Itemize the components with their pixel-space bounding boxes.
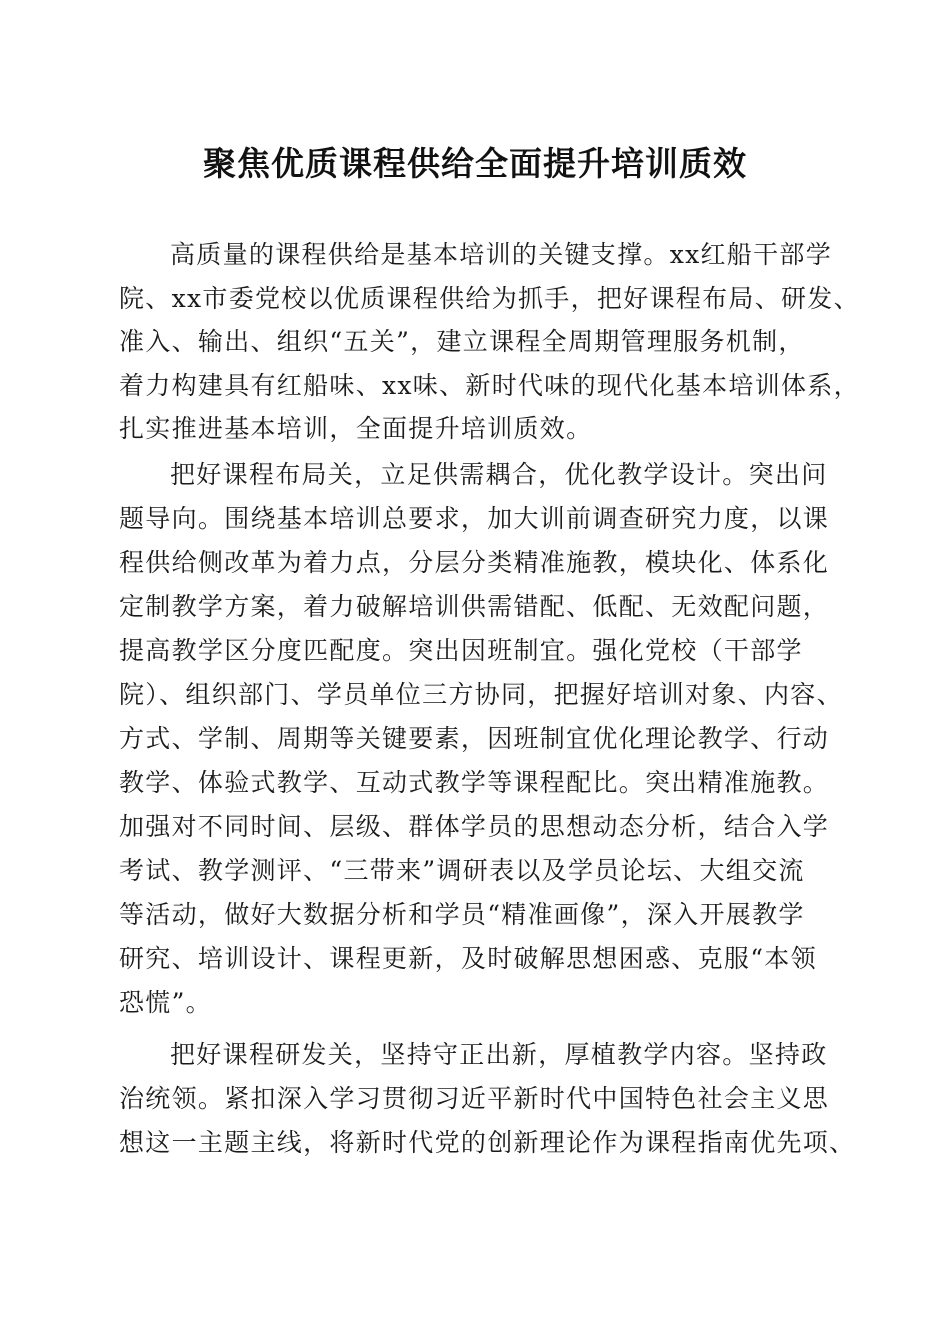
text-line: 着力构建具有红船味、xx味、新时代味的现代化基本培训体系， bbox=[119, 371, 860, 400]
text-line: 程供给侧改革为着力点，分层分类精准施教，模块化、体系化 bbox=[119, 548, 830, 577]
text-line: 想这一主题主线，将新时代党的创新理论作为课程指南优先项、 bbox=[119, 1128, 856, 1157]
text-line: 把好课程研发关，坚持守正出新，厚植教学内容。坚持政 bbox=[170, 1040, 828, 1069]
text-line: 把好课程布局关，立足供需耦合，优化教学设计。突出问 bbox=[170, 460, 828, 489]
text-line: 等活动，做好大数据分析和学员“精准画像”，深入开展教学 bbox=[119, 900, 805, 929]
text-line: 院）、组织部门、学员单位三方协同，把握好培训对象、内容、 bbox=[119, 680, 843, 709]
text-line: 定制教学方案，着力破解培训供需错配、低配、无效配问题， bbox=[119, 592, 830, 621]
text-line: 提高教学区分度匹配度。突出因班制宜。强化党校（干部学 bbox=[119, 636, 803, 665]
text-line: 考试、教学测评、“三带来”调研表以及学员论坛、大组交流 bbox=[119, 856, 805, 885]
text-line: 院、xx市委党校以优质课程供给为抓手，把好课程布局、研发、 bbox=[119, 284, 860, 313]
text-line: 研究、培训设计、课程更新，及时破解思想困惑、克服“本领 bbox=[119, 944, 817, 973]
text-line: 高质量的课程供给是基本培训的关键支撑。xx红船干部学 bbox=[170, 240, 833, 269]
text-line: 加强对不同时间、层级、群体学员的思想动态分析，结合入学 bbox=[119, 812, 830, 841]
text-line: 准入、输出、组织“五关”，建立课程全周期管理服务机制， bbox=[119, 327, 805, 356]
text-line: 方式、学制、周期等关键要素，因班制宜优化理论教学、行动 bbox=[119, 724, 830, 753]
text-line: 教学、体验式教学、互动式教学等课程配比。突出精准施教。 bbox=[119, 768, 830, 797]
text-line: 题导向。围绕基本培训总要求，加大训前调查研究力度，以课 bbox=[119, 504, 830, 533]
text-line: 扎实推进基本培训，全面提升培训质效。 bbox=[119, 414, 593, 443]
document-title: 聚焦优质课程供给全面提升培训质效 bbox=[203, 144, 747, 183]
text-line: 恐慌”。 bbox=[119, 988, 212, 1017]
text-line: 治统领。紧扣深入学习贯彻习近平新时代中国特色社会主义思 bbox=[119, 1084, 830, 1113]
